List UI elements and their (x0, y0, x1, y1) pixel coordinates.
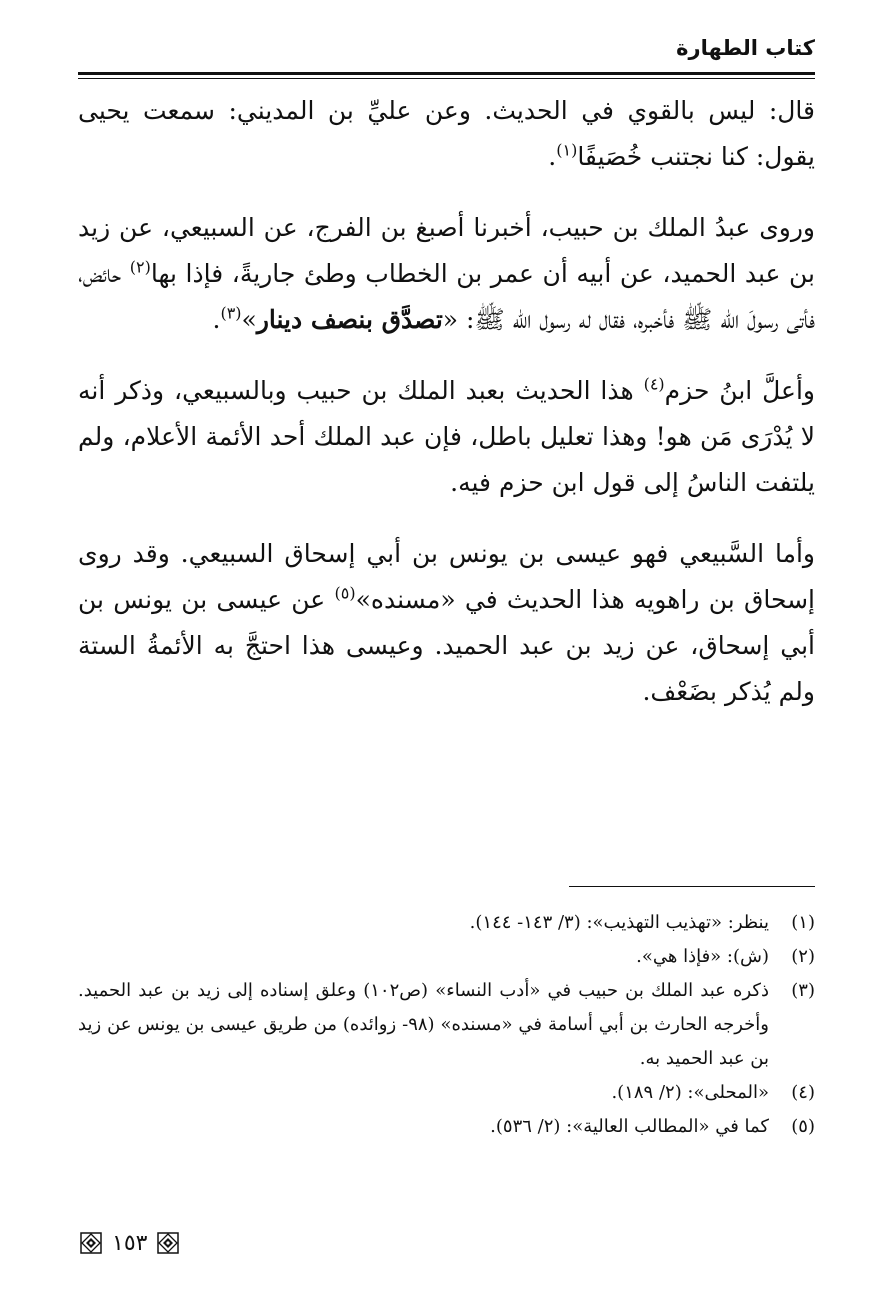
footnote-text: ذكره عبد الملك بن حبيب في «أدب النساء» (ص١٠٢) وعلق إسناده إلى زيد بن عبد الحميد. وأخرجه الحارث بن أبي أسامة في «مسنده» (٩٨- زوائده) من طريق عيسى بن يونس عن زيد بن عبد الحميد به. (78, 980, 769, 1069)
footnote-separator (569, 886, 815, 887)
footnote-text: (ش): «فإذا هي». (636, 946, 769, 967)
paragraph-text: وأما السَّبيعي فهو عيسى بن يونس بن أبي إسحاق السبيعي. وقد روى إسحاق بن راهويه هذا الحديث في «مسنده» (78, 539, 815, 614)
header-rule-thick (78, 72, 815, 75)
main-text (78, 88, 815, 740)
paragraph-text-cont: حائض، فأتى رسولَ الله ﷺ فأخبره، فقال له رسول الله ﷺ: « (78, 259, 815, 334)
paragraph-text: وروى عبدُ الملك بن حبيب، أخبرنا أصبغ بن الفرج، عن السبيعي، عن زيد بن عبد الحميد، عن أبيه أن عمر بن الخطاب وطئ جاريةً، فإذا بها (78, 213, 815, 288)
paragraph-text: قال: ليس بالقوي في الحديث. وعن عليِّ بن المديني: سمعت يحيى يقول: كنا نجتنب خُصَيفًا (78, 96, 815, 171)
footnote-ref-4: (٤) (643, 374, 665, 394)
ornament-tile-icon (80, 1232, 102, 1254)
running-head-title: كتاب الطهارة (676, 36, 815, 60)
paragraph-1 (78, 88, 815, 180)
page-number-block (80, 1226, 179, 1260)
paragraph-text: وأعلَّ ابنُ حزم (664, 376, 815, 405)
footnotes (78, 906, 815, 1144)
footnote-1 (78, 906, 815, 940)
ornament-tile-icon (157, 1232, 179, 1254)
paragraph-tail: . (548, 142, 557, 171)
footnote-4 (78, 1076, 815, 1110)
footnote-text: «المحلى»: (٢/ ١٨٩). (611, 1082, 769, 1103)
footnote-2 (78, 940, 815, 974)
paragraph-tail: . (212, 305, 221, 334)
footnote-ref-5: (٥) (334, 583, 356, 603)
footnote-number: (٤) (791, 1082, 815, 1103)
paragraph-3 (78, 368, 815, 506)
footnote-number: (٣) (791, 980, 815, 1001)
footnote-number: (٥) (791, 1116, 815, 1137)
hadith-quote: تصدَّق بنصف دينار (256, 305, 443, 334)
footnote-text: ينظر: «تهذيب التهذيب»: (٣/ ١٤٣- ١٤٤). (469, 912, 769, 933)
footnote-number: (٢) (791, 946, 815, 967)
footnote-text: كما في «المطالب العالية»: (٢/ ٥٣٦). (490, 1116, 769, 1137)
paragraph-text-cont: عن عيسى بن يونس بن أبي إسحاق، عن زيد بن عبد الحميد. وعيسى هذا احتجَّ به الأئمةُ الستة ولم يُذكر بضَعْف. (78, 585, 815, 706)
header-rule-thin (78, 78, 815, 79)
page-number: ١٥٣ (112, 1230, 148, 1256)
footnote-3 (78, 974, 815, 1076)
ornament-tile-icon (157, 1232, 179, 1254)
footnote-5 (78, 1110, 815, 1144)
paragraph-4 (78, 531, 815, 715)
footnote-ref-2: (٢) (129, 257, 151, 277)
ornament-tile-icon (80, 1232, 102, 1254)
footnote-ref-3: (٣) (220, 303, 242, 323)
footnote-number: (١) (791, 912, 815, 933)
footnote-ref-1: (١) (556, 140, 578, 160)
paragraph-text-cont: هذا الحديث بعبد الملك بن حبيب وبالسبيعي، وذكر أنه لا يُدْرَى مَن هو! وهذا تعليل باطل، فإن عبد الملك أحد الأئمة الأعلام، ولم يلتفت الناسُ إلى قول ابن حزم فيه. (78, 376, 815, 497)
quote-close: » (241, 305, 257, 334)
paragraph-2 (78, 205, 815, 343)
running-head (78, 30, 815, 70)
